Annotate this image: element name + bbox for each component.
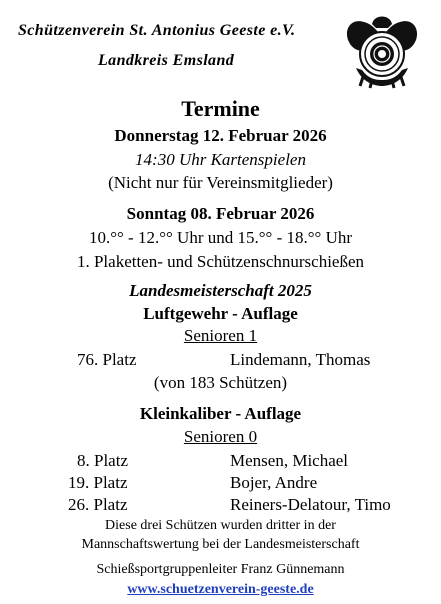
club-name: Schützenverein St. Antonius Geeste e.V.	[18, 22, 296, 39]
district-name: Landkreis Emsland	[98, 52, 235, 69]
page-title: Termine	[181, 96, 260, 121]
event1-date: Donnerstag 12. Februar 2026	[114, 126, 327, 145]
result-name: Bojer, Andre	[230, 473, 318, 492]
signature: Schießsportgruppenleiter Franz Günnemann	[96, 562, 345, 577]
event2-date: Sonntag 08. Februar 2026	[126, 204, 315, 223]
team-note-line2: Mannschaftswertung bei der Landesmeisterschaft	[81, 537, 360, 552]
result-place: 8. Platz	[77, 451, 128, 470]
shooting-target-eagle-logo-icon	[342, 10, 422, 90]
website-link[interactable]: www.schuetzenverein-geeste.de	[127, 582, 314, 597]
result-name: Mensen, Michael	[230, 451, 349, 470]
event2-times: 10.°° - 12.°° Uhr und 15.°° - 18.°° Uhr	[88, 228, 353, 247]
class-senioren-1: Senioren 1	[183, 326, 258, 345]
result-place: 26. Platz	[68, 495, 128, 514]
result-name: Reiners-Delatour, Timo	[230, 495, 391, 514]
championship-title: Landesmeisterschaft 2025	[129, 281, 312, 300]
result-name: Lindemann, Thomas	[230, 350, 371, 369]
discipline-air-rifle: Luftgewehr - Auflage	[143, 304, 298, 323]
class-senioren-0: Senioren 0	[183, 427, 258, 446]
event1-activity: 14:30 Uhr Kartenspielen	[135, 150, 306, 169]
event2-activity: 1. Plaketten- und Schützenschnurschießen	[76, 252, 365, 271]
discipline-small-bore: Kleinkaliber - Auflage	[139, 404, 302, 423]
event1-note: (Nicht nur für Vereinsmitglieder)	[108, 173, 333, 192]
result-place: 76. Platz	[77, 350, 137, 369]
result-place: 19. Platz	[68, 473, 128, 492]
participants-note: (von 183 Schützen)	[153, 373, 288, 392]
team-note-line1: Diese drei Schützen wurden dritter in der	[105, 518, 336, 533]
